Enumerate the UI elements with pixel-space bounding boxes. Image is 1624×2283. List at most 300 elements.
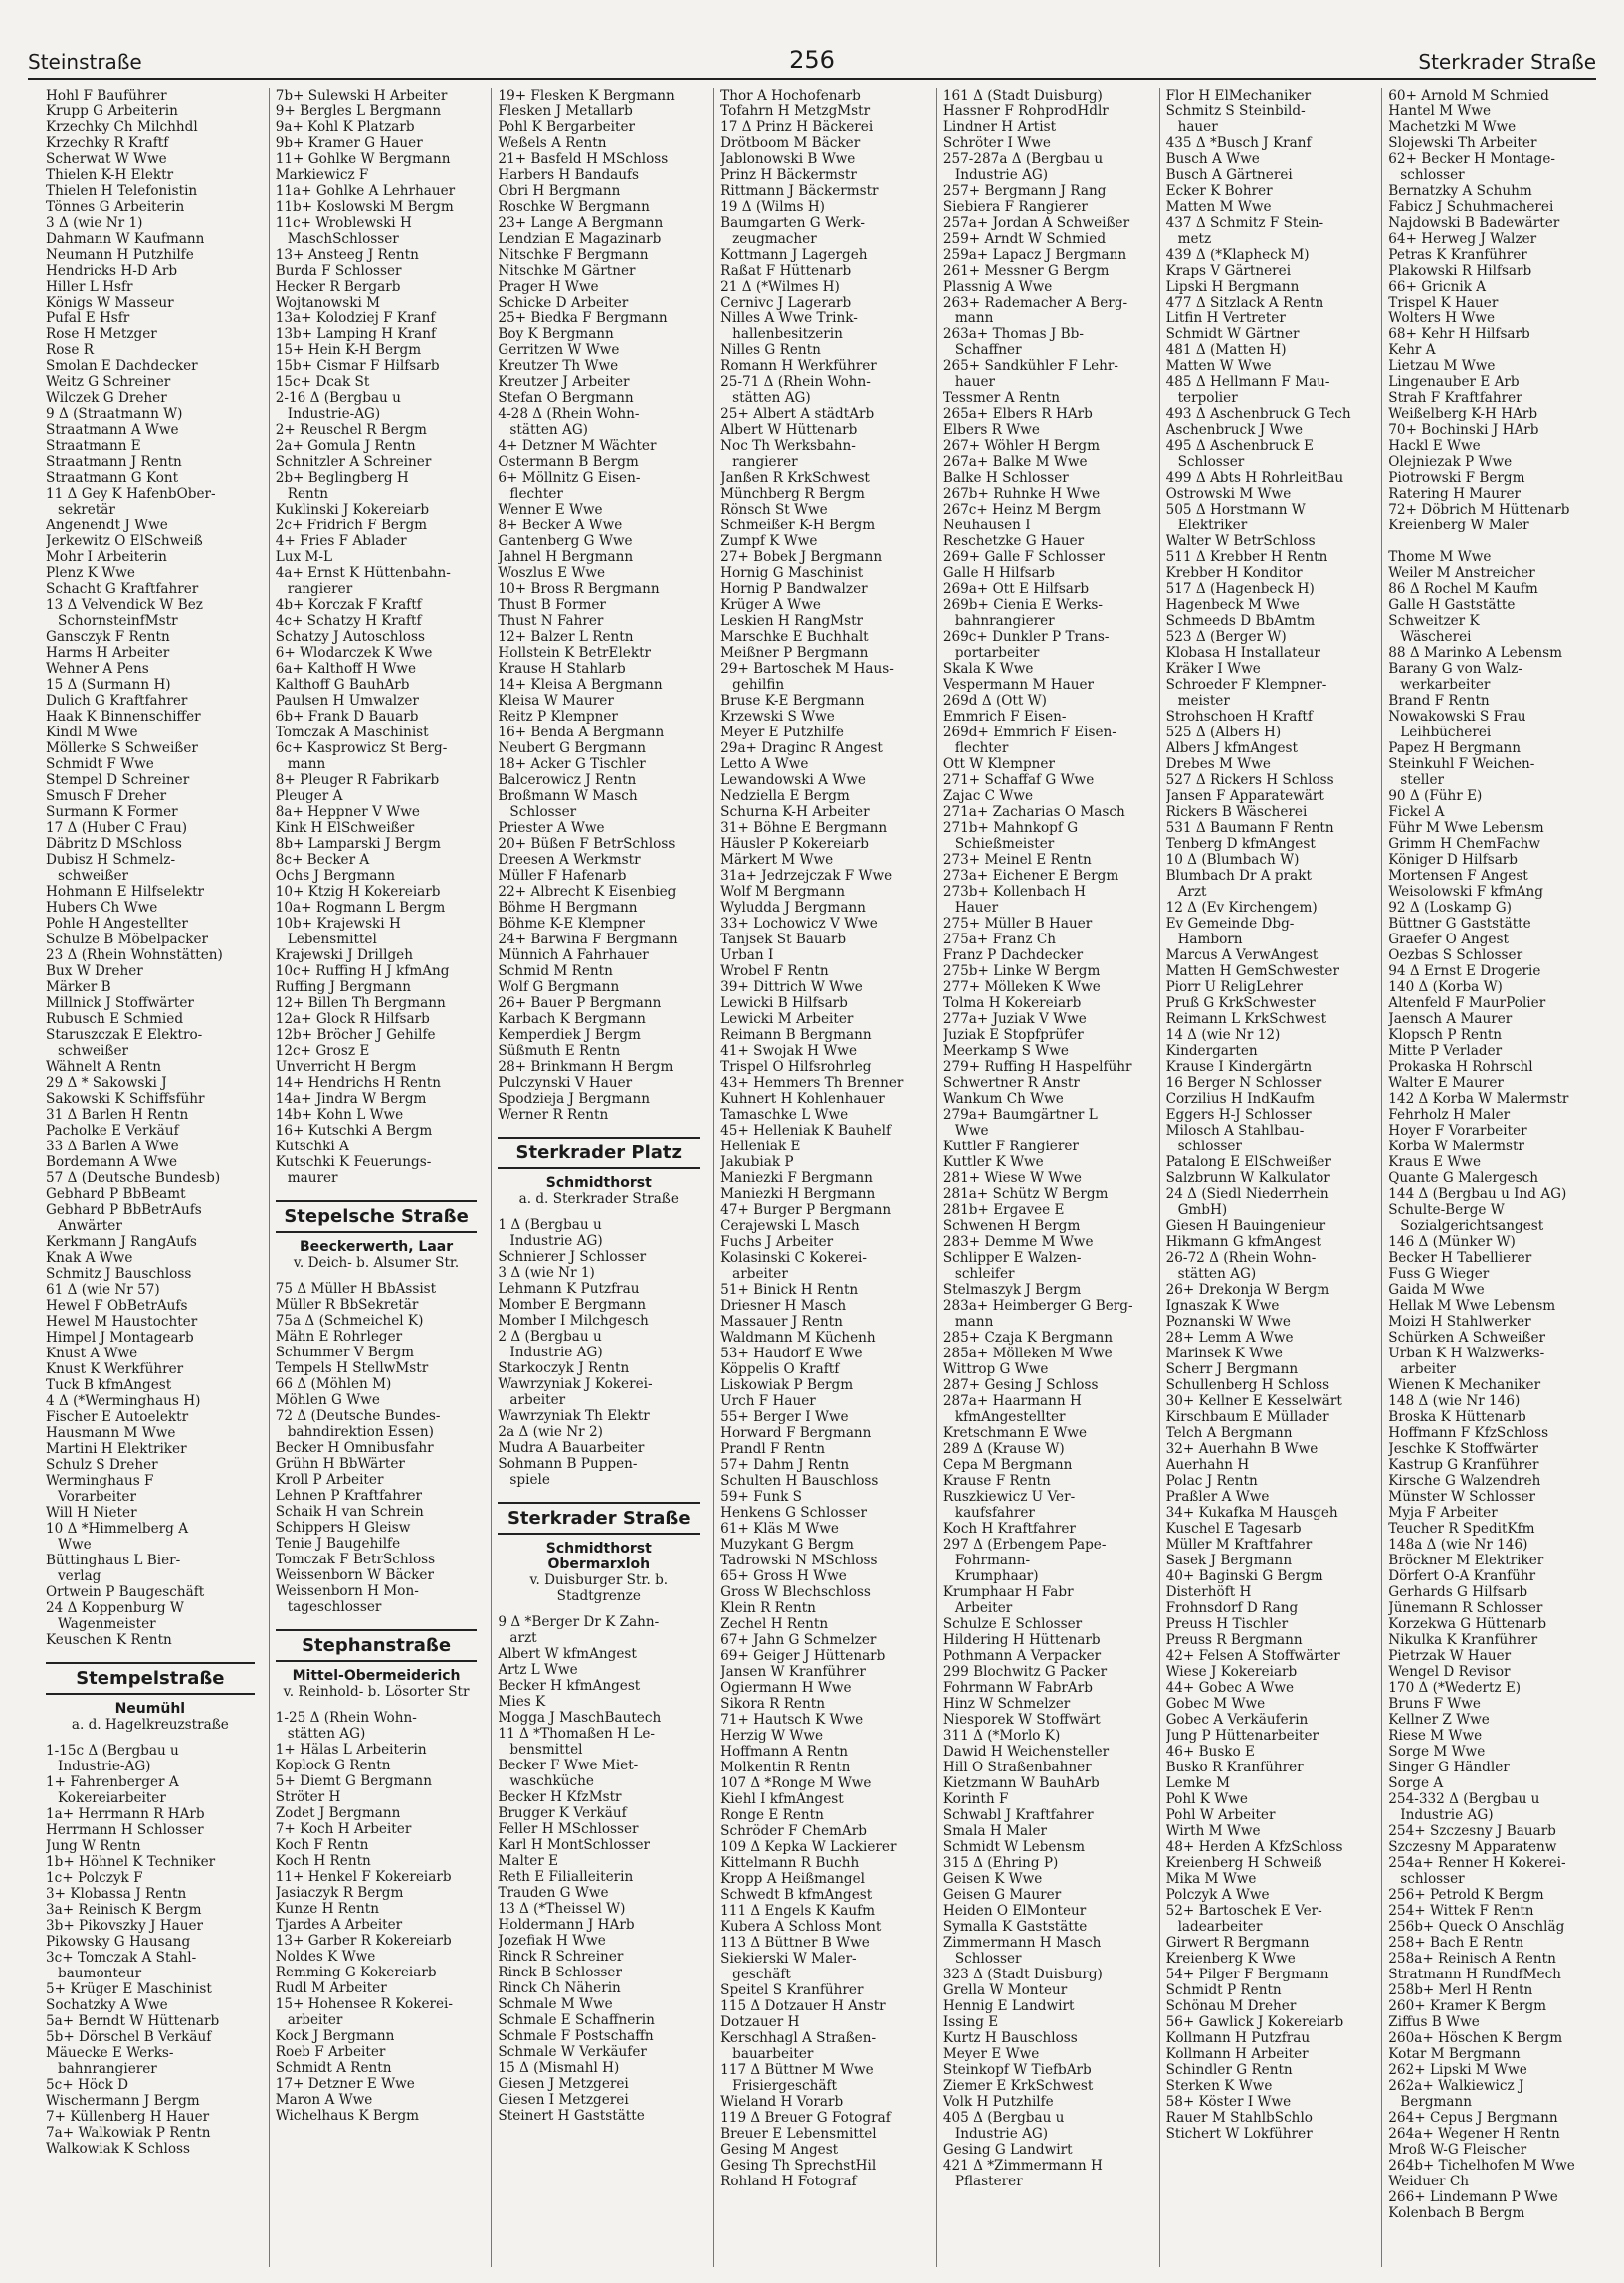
resident-entry: Teucher R SpeditKfm (1388, 1521, 1535, 1537)
resident-entry: Walter E Maurer (1388, 1075, 1504, 1091)
resident-entry: Marinsek K Wwe (1165, 1346, 1283, 1361)
resident-entry: 525 Δ (Albers H) (1165, 725, 1282, 740)
resident-entry: Gobec M Wwe (1165, 1696, 1266, 1712)
resident-entry: 20+ Büßen F BetrSchloss (498, 836, 676, 852)
resident-entry: 3a+ Reinisch K Bergm (46, 1902, 202, 1918)
resident-entry: Müller F Hafenarb (498, 868, 627, 884)
resident-entry: Rönsch St Wwe (720, 502, 828, 518)
resident-entry: 260+ Kramer K Bergm (1388, 1998, 1547, 2014)
resident-entry: Korba W Malermstr (1388, 1139, 1524, 1154)
resident-entry: 5b+ Dörschel B Verkäuf (46, 2029, 212, 2045)
resident-entry: 299 Blochwitz G Packer (942, 1664, 1108, 1680)
entry-continuation: Wwe (58, 1537, 92, 1553)
resident-entry: 26+ Bauer P Bergmann (498, 995, 662, 1011)
entry-continuation: Bergmann (1400, 2094, 1473, 2110)
resident-entry: Krüger A Wwe (720, 597, 821, 613)
resident-entry: Schmale W Verkäufer (498, 2044, 647, 2060)
resident-entry: Hausmann M Wwe (46, 1425, 176, 1441)
resident-entry: Wawrzyniak J Kokerei- (498, 1376, 653, 1392)
resident-entry: Krause I Kindergärtn (1165, 1059, 1313, 1075)
resident-entry: Kindl M Wwe (46, 725, 138, 740)
resident-entry: Cerajewski L Masch (720, 1218, 860, 1234)
street-range: v. Deich- b. Alsumer Str. (293, 1255, 460, 1271)
resident-entry: Cernivc J Lagerarb (720, 295, 852, 311)
resident-entry: 2a Δ (wie Nr 2) (498, 1424, 603, 1440)
district-name: Schmidthorst Obermarxloh (545, 1541, 652, 1572)
resident-entry: Gerhards G Hilfsarb (1388, 1584, 1528, 1600)
resident-entry: Wilczek G Dreher (46, 390, 167, 406)
resident-entry: Rinck R Schreiner (498, 1949, 624, 1965)
resident-entry: 31 Δ Barlen H Rentn (46, 1107, 189, 1123)
resident-entry: Trispel K Hauer (1388, 295, 1499, 311)
resident-entry: 495 Δ Aschenbruck E (1165, 438, 1314, 454)
resident-entry: Hollstein K BetrElektr (498, 645, 652, 661)
resident-entry: 8+ Becker A Wwe (498, 518, 623, 533)
resident-entry: Baumgarten G Werk- (720, 215, 865, 231)
resident-entry: Busch A Wwe (1165, 151, 1260, 167)
resident-entry: Steinkopf W TiefbArb (942, 2062, 1092, 2078)
resident-entry: 19 Δ (Wilms H) (720, 199, 825, 215)
resident-entry: Gesing M Angest (720, 2142, 839, 2158)
resident-entry: Kemperdiek J Bergm (498, 1027, 641, 1043)
resident-entry: Nedziella E Bergm (720, 788, 850, 804)
entry-continuation: spiele (509, 1472, 550, 1488)
resident-entry: Koch H Rentn (275, 1853, 371, 1869)
resident-entry: Schmale F Postschaffn (498, 2028, 654, 2044)
resident-entry: Pleuger A (275, 788, 343, 804)
resident-entry: Petras K Kranführer (1388, 247, 1527, 263)
resident-entry: 4+ Detzner M Wächter (498, 438, 657, 454)
resident-entry: Sasek J Bergmann (1165, 1553, 1293, 1568)
resident-entry: Hoffmann F KfzSchloss (1388, 1425, 1549, 1441)
resident-entry: Schmeißer K-H Bergm (720, 518, 876, 533)
entry-continuation: Schießmeister (954, 836, 1055, 852)
resident-entry: Gerritzen W Wwe (498, 342, 620, 358)
resident-entry: 15 Δ (Mismahl H) (498, 2060, 620, 2076)
resident-entry: Mogga J MaschBautech (498, 1710, 662, 1726)
resident-entry: Lehnen P Kraftfahrer (275, 1488, 423, 1504)
resident-entry: 281b+ Ergavee E (942, 1202, 1065, 1218)
resident-entry: Wirth M Wwe (1165, 1823, 1261, 1839)
resident-entry: 170 Δ (*Wedertz E) (1388, 1680, 1522, 1696)
resident-entry: 7+ Küllenberg H Hauer (46, 2109, 210, 2125)
resident-entry: 257-287a Δ (Bergbau u (942, 151, 1104, 167)
resident-entry: 12b+ Bröcher J Gehilfe (275, 1027, 436, 1043)
entry-continuation: Industrie AG) (954, 2126, 1049, 2142)
resident-entry: 45+ Helleniak K Bauhelf (720, 1123, 892, 1139)
resident-entry: Hubers Ch Wwe (46, 900, 158, 916)
resident-entry: Wittrop G Wwe (942, 1361, 1049, 1377)
resident-entry: 275b+ Linke W Bergm (942, 963, 1101, 979)
resident-entry: Tomczak A Maschinist (275, 725, 429, 740)
street-section (498, 1137, 700, 1207)
resident-entry: 1+ Fahrenberger A (46, 1774, 179, 1790)
resident-entry: 5+ Diemt G Bergmann (275, 1773, 432, 1789)
resident-entry: 72 Δ (Deutsche Bundes- (275, 1408, 441, 1424)
resident-entry: Thust B Former (498, 597, 606, 613)
resident-entry: Schmidt A Rentn (275, 2060, 392, 2076)
resident-entry: 9 Δ *Berger Dr K Zahn- (498, 1614, 660, 1630)
page-number: 256 (789, 46, 835, 74)
resident-entry: Krzechky Ch Milchhdl (46, 119, 198, 135)
entry-continuation: Schlosser (954, 1951, 1022, 1967)
resident-entry: 283+ Demme M Wwe (942, 1234, 1094, 1250)
directory-column-4 (713, 88, 922, 2267)
resident-entry: 4 Δ (*Werminghaus H) (46, 1393, 201, 1409)
entry-continuation: schleifer (954, 1266, 1015, 1282)
resident-entry: 59+ Funk S (720, 1489, 802, 1505)
resident-entry: 435 Δ *Busch J Kranf (1165, 135, 1312, 151)
resident-entry: 41+ Swojak H Wwe (720, 1043, 857, 1059)
resident-entry: 17 Δ (Huber C Frau) (46, 820, 188, 836)
resident-entry: 117 Δ Büttner M Wwe (720, 2062, 874, 2078)
resident-entry: Ströter H (275, 1789, 341, 1805)
resident-entry: Kraus E Wwe (1388, 1154, 1481, 1170)
entry-continuation: hauer (1177, 119, 1218, 135)
resident-entry: Däbritz D MSchloss (46, 836, 182, 852)
resident-entry: Schmale M Wwe (498, 1996, 613, 2012)
resident-entry: 22+ Albrecht K Eisenbieg (498, 884, 677, 900)
resident-entry: Kunze H Rentn (275, 1901, 380, 1917)
resident-entry: 13 Δ (*Theissel W) (498, 1901, 626, 1917)
resident-entry: 264b+ Tichelhofen M Wwe (1388, 2158, 1575, 2174)
resident-entry: 3c+ Tomczak A Stahl- (46, 1950, 197, 1966)
resident-entry: Grimm H ChemFachw (1388, 836, 1540, 852)
resident-entry: Kock J Bergmann (275, 2028, 395, 2044)
resident-entry: Hoyer F Vorarbeiter (1388, 1123, 1527, 1139)
entry-continuation: Rentn (287, 486, 328, 502)
resident-entry: 148 Δ (wie Nr 146) (1388, 1393, 1521, 1409)
resident-entry: Schmidt F Wwe (46, 756, 154, 772)
resident-entry: Schulze E Schlosser (942, 1616, 1083, 1632)
resident-entry: Dahmann W Kaufmann (46, 231, 205, 247)
resident-entry: Knust K Werkführer (46, 1361, 184, 1377)
resident-entry: Reschetzke G Hauer (942, 533, 1085, 549)
resident-entry: Milosch A Stahlbau- (1165, 1123, 1305, 1139)
resident-entry: Ziffus B Wwe (1388, 2014, 1480, 2030)
resident-entry: Matten W Wwe (1165, 358, 1272, 374)
resident-entry: Jahnel H Bergmann (498, 549, 634, 565)
resident-entry: 11 Δ *Thomaßen H Le- (498, 1726, 656, 1742)
resident-entry: Telch A Bergmann (1165, 1425, 1293, 1441)
resident-entry: Zajac C Wwe (942, 788, 1034, 804)
directory-column-3 (491, 88, 700, 2267)
resident-entry: Thor A Hochofenarb (720, 88, 861, 104)
resident-entry: Rittmann J Bäckermstr (720, 183, 879, 199)
entry-continuation: werkarbeiter (1400, 677, 1491, 693)
street-heading: Stepelsche Straße (276, 1200, 478, 1233)
resident-entry: Pohl K Bergarbeiter (498, 119, 636, 135)
entry-continuation: Kokereiarbeiter (58, 1790, 166, 1806)
resident-entry: 273a+ Eichener E Bergm (942, 868, 1119, 884)
resident-entry: Schindler G Rentn (1165, 2062, 1293, 2078)
resident-entry: 269+ Galle F Schlosser (942, 549, 1105, 565)
resident-entry: Münnich A Fahrhauer (498, 947, 649, 963)
resident-entry: 7a+ Walkowiak P Rentn (46, 2125, 211, 2141)
resident-entry: Ecker K Bohrer (1165, 183, 1273, 199)
resident-entry: Koplock G Rentn (275, 1758, 391, 1773)
resident-entry: Kreienberg W Maler (1388, 518, 1529, 533)
resident-entry: 23 Δ (Rhein Wohnstätten) (46, 947, 223, 963)
resident-entry: Weisolowski F kfmAng (1388, 884, 1543, 900)
resident-entry: Kreienberg H Schweiß (1165, 1855, 1322, 1871)
resident-entry: Kolenbach B Bergm (1388, 2205, 1525, 2221)
resident-entry: Stelmaszyk J Bergm (942, 1282, 1082, 1298)
resident-entry: Wolters H Wwe (1388, 311, 1495, 326)
resident-entry: Muzykant G Bergm (720, 1537, 854, 1553)
resident-entry: Mitte P Verlader (1388, 1043, 1503, 1059)
resident-entry: Steinert H Gaststätte (498, 2108, 645, 2124)
resident-entry: Pulczynski V Hauer (498, 1075, 633, 1091)
resident-entry: 161 Δ (Stadt Duisburg) (942, 88, 1103, 104)
resident-entry: Steinkuhl F Weichen- (1388, 756, 1535, 772)
resident-entry: 3 Δ (wie Nr 1) (498, 1265, 595, 1281)
resident-entry: Unverricht H Bergm (275, 1059, 417, 1075)
resident-entry: Jung W Rentn (46, 1838, 141, 1854)
resident-entry: 264+ Cepus J Bergmann (1388, 2110, 1558, 2126)
resident-entry: 109 Δ Kepka W Lackierer (720, 1839, 897, 1855)
resident-entry: 267c+ Heinz M Bergm (942, 502, 1101, 518)
district-name: Mittel-Obermeiderich (292, 1668, 461, 1684)
resident-entry: Hiller L Hsfr (46, 279, 133, 295)
resident-entry: 281+ Wiese W Wwe (942, 1170, 1082, 1186)
resident-entry: 4b+ Korczak F Kraftf (275, 597, 422, 613)
resident-entry: 13b+ Lamping H Kranf (275, 326, 436, 342)
resident-entry: Najdowski B Badewärter (1388, 215, 1560, 231)
entry-continuation: Anwärter (58, 1218, 122, 1234)
resident-entry: Ziemer E KrkSchwest (942, 2078, 1094, 2094)
resident-entry: Mohr I Arbeiterin (46, 549, 167, 565)
resident-entry: Patalong E ElSchweißer (1165, 1154, 1331, 1170)
resident-entry: Janßen R KrkSchwest (720, 470, 870, 486)
resident-entry: Matten H GemSchwester (1165, 963, 1339, 979)
resident-entry: Krzechky R Kraftf (46, 135, 169, 151)
resident-entry: Karl H MontSchlosser (498, 1837, 651, 1853)
resident-entry: Piotrowski F Bergm (1388, 470, 1525, 486)
resident-entry: Becker H KfzMstr (498, 1789, 622, 1805)
resident-entry: 2-16 Δ (Bergbau u (275, 390, 401, 406)
entry-continuation: Leihbücherei (1400, 725, 1492, 740)
resident-entry: Harbers H Bandaufs (498, 167, 640, 183)
resident-entry: 267b+ Ruhnke H Wwe (942, 486, 1101, 502)
resident-entry: Pruß G KrkSchwester (1165, 995, 1316, 1011)
resident-entry: Schnierer J Schlosser (498, 1249, 647, 1265)
resident-entry: 1-25 Δ (Rhein Wohn- (275, 1710, 417, 1726)
resident-entry: Weiduer Ch (1388, 2174, 1470, 2189)
resident-entry: Holdermann J HArb (498, 1917, 635, 1933)
resident-entry: Sochatzky A Wwe (46, 1997, 168, 2013)
resident-entry: Märker B (46, 979, 111, 995)
resident-entry: Hinz W Schmelzer (942, 1696, 1071, 1712)
resident-entry: Hildering H Hüttenarb (942, 1632, 1101, 1648)
resident-entry: Scherwat W Wwe (46, 151, 167, 167)
resident-entry: Ogiermann H Wwe (720, 1680, 852, 1696)
resident-entry: Preuss R Bergmann (1165, 1632, 1303, 1648)
resident-entry: Schmale E Schaffnerin (498, 2012, 655, 2028)
entry-continuation: kfmAngestellter (954, 1409, 1066, 1425)
resident-entry: Kuttler K Wwe (942, 1154, 1044, 1170)
resident-entry: 499 Δ Abts H RohrleitBau (1165, 470, 1344, 486)
resident-entry: Eggers H-J Schlosser (1165, 1107, 1312, 1123)
resident-entry: Polac J Rentn (1165, 1473, 1258, 1489)
resident-entry: Kollmann H Putzfrau (1165, 2030, 1311, 2046)
resident-entry: Hornig G Maschinist (720, 565, 864, 581)
resident-entry: 65+ Gross H Wwe (720, 1568, 847, 1584)
entry-continuation: Frisiergeschäft (732, 2078, 837, 2094)
resident-entry: Markiewicz F (275, 167, 369, 183)
resident-entry: Stempel D Schreiner (46, 772, 190, 788)
resident-entry: 4+ Fries F Ablader (275, 533, 407, 549)
resident-entry: 14+ Kleisa A Bergmann (498, 677, 663, 693)
resident-entry: Mies K (498, 1694, 546, 1710)
resident-entry: 8b+ Lamparski J Bergm (275, 836, 441, 852)
resident-entry: Boy K Bergmann (498, 326, 614, 342)
resident-entry: 254+ Szczesny J Bauarb (1388, 1823, 1556, 1839)
resident-entry: Ratering H Maurer (1388, 486, 1522, 502)
resident-entry: Dawid H Weichensteller (942, 1744, 1110, 1760)
resident-entry: Plassnig A Wwe (942, 279, 1053, 295)
resident-entry: Krupp G Arbeiterin (46, 104, 178, 119)
resident-entry: Münchberg R Bergm (720, 486, 865, 502)
resident-entry: Lietzau M Wwe (1388, 358, 1496, 374)
resident-entry: 266+ Lindemann P Wwe (1388, 2189, 1558, 2205)
resident-entry: 148a Δ (wie Nr 146) (1388, 1537, 1528, 1553)
resident-entry: 273+ Meinel E Rentn (942, 852, 1092, 868)
resident-entry: Klopsch P Rentn (1388, 1027, 1503, 1043)
resident-entry: Wiese J Kokereiarb (1165, 1664, 1298, 1680)
resident-entry: Girwert R Bergmann (1165, 1935, 1310, 1951)
resident-entry: Kraps V Gärtnerei (1165, 263, 1292, 279)
resident-entry: 11+ Henkel F Kokereiarb (275, 1869, 452, 1885)
resident-entry: Gaida M Wwe (1388, 1282, 1485, 1298)
resident-entry: 55+ Berger I Wwe (720, 1409, 849, 1425)
resident-entry: Will H Nieter (46, 1505, 137, 1521)
resident-entry: 140 Δ (Korba W) (1388, 979, 1503, 995)
resident-entry: 58+ Köster I Wwe (1165, 2094, 1292, 2110)
resident-entry: 281a+ Schütz W Bergm (942, 1186, 1109, 1202)
resident-entry: 12c+ Grosz E (275, 1043, 370, 1059)
resident-entry: 10a+ Rogmann L Bergm (275, 900, 446, 916)
resident-entry: Schulten H Bauschloss (720, 1473, 879, 1489)
resident-entry: Krajewski J Drillgeh (275, 947, 413, 963)
resident-entry: Dulich G Kraftfahrer (46, 693, 188, 709)
resident-entry: Tenie J Baugehilfe (275, 1536, 401, 1552)
resident-entry: 279+ Ruffing H Haspelführ (942, 1059, 1132, 1075)
resident-entry: Mortensen F Angest (1388, 868, 1528, 884)
resident-entry: Gross W Blechschloss (720, 1584, 871, 1600)
resident-entry: Karbach K Bergmann (498, 1011, 646, 1027)
street-heading: Sterkrader Platz (498, 1137, 700, 1169)
resident-entry: 267a+ Balke M Wwe (942, 454, 1088, 470)
resident-entry: Kretschmann E Wwe (942, 1425, 1088, 1441)
resident-entry: Maniezki F Bergmann (720, 1170, 873, 1186)
resident-entry: Strah F Kraftfahrer (1388, 390, 1522, 406)
resident-entry: 12+ Balzer L Rentn (498, 629, 634, 645)
resident-entry: Kindergarten (1165, 1043, 1258, 1059)
district-name: Neumühl (114, 1701, 186, 1717)
resident-entry: Albert W Hüttenarb (720, 422, 858, 438)
resident-entry: Balke H Schlosser (942, 470, 1069, 486)
resident-entry: Bröckner M Elektriker (1388, 1553, 1544, 1568)
resident-entry: 15 Δ (Surmann H) (46, 677, 171, 693)
resident-entry: 267+ Wöhler H Bergm (942, 438, 1101, 454)
resident-entry: Weitz G Schreiner (46, 374, 171, 390)
resident-entry: Hill O Straßenbahner (942, 1760, 1092, 1775)
resident-entry: Klein R Rentn (720, 1600, 816, 1616)
resident-entry: Schulz S Dreher (46, 1457, 158, 1473)
district-name: Schmidthorst (545, 1175, 652, 1191)
resident-entry: Büttner G Gaststätte (1388, 916, 1531, 932)
entry-continuation: arbeiter (287, 2012, 343, 2028)
resident-entry: 25+ Biedka F Bergmann (498, 311, 668, 326)
resident-entry: 72+ Döbrich M Hüttenarb (1388, 502, 1570, 518)
entry-continuation: baumonteur (58, 1966, 142, 1981)
resident-entry: Artz L Wwe (498, 1662, 578, 1678)
resident-entry: Hikmann G kfmAngest (1165, 1234, 1321, 1250)
resident-entry: Kreutzer J Arbeiter (498, 374, 630, 390)
resident-entry: Quante G Malergesch (1388, 1170, 1539, 1186)
resident-entry: Müller M Kraftfahrer (1165, 1537, 1313, 1553)
resident-entry: 262+ Lipski M Wwe (1388, 2062, 1527, 2078)
resident-entry: Gesing Th SprechstHil (720, 2158, 877, 2174)
resident-entry: Siebiera F Rangierer (942, 199, 1088, 215)
resident-entry: Ignaszak K Wwe (1165, 1298, 1280, 1314)
street-heading: Stempelstraße (46, 1662, 255, 1695)
running-head-right: Sterkrader Straße (1418, 50, 1596, 74)
resident-entry: Drebes M Wwe (1165, 756, 1271, 772)
resident-entry: 287+ Gesing J Schloss (942, 1377, 1099, 1393)
entry-continuation: Schlosser (509, 804, 577, 820)
resident-entry: Hornig P Bandwalzer (720, 581, 868, 597)
resident-entry: Kirschbaum E Müllader (1165, 1409, 1329, 1425)
resident-entry: Straatmann A Wwe (46, 422, 179, 438)
resident-entry: Noc Th Werksbahn- (720, 438, 856, 454)
resident-entry: Henkens G Schlosser (720, 1505, 868, 1521)
resident-entry: Rickers B Wäscherei (1165, 804, 1308, 820)
resident-entry: Pohl K Wwe (1165, 1791, 1248, 1807)
resident-entry: Jansen W Kranführer (720, 1664, 866, 1680)
resident-entry: Wähnelt A Rentn (46, 1059, 161, 1075)
resident-entry: Burda F Schlosser (275, 263, 402, 279)
resident-entry: Romann H Werkführer (720, 358, 877, 374)
resident-entry: Busko R Kranführer (1165, 1760, 1304, 1775)
resident-entry: Hendricks H-D Arb (46, 263, 178, 279)
street-section (276, 1629, 478, 1700)
resident-entry: 31+ Böhne E Bergmann (720, 820, 888, 836)
resident-entry: 30+ Kellner E Kesselwärt (1165, 1393, 1342, 1409)
resident-entry: Starkoczyk J Rentn (498, 1360, 630, 1376)
resident-entry: 11a+ Gohlke A Lehrhauer (275, 183, 456, 199)
entry-continuation: hauer (954, 374, 996, 390)
entry-continuation: Arzt (1177, 884, 1207, 900)
resident-entry: 75a Δ (Schmeichel K) (275, 1313, 424, 1329)
resident-entry: Vespermann M Hauer (942, 677, 1095, 693)
resident-entry: Klobasa H Installateur (1165, 645, 1320, 661)
entry-continuation: terpolier (1177, 390, 1238, 406)
resident-entry: Albert W kfmAngest (498, 1646, 637, 1662)
resident-entry: Jerkewitz O ElSchweiß (46, 533, 203, 549)
resident-entry: Reimann B Bergmann (720, 1027, 872, 1043)
running-head (28, 44, 1596, 80)
resident-entry: Müller R BbSekretär (275, 1297, 419, 1313)
resident-entry: Trauden G Wwe (498, 1885, 609, 1901)
resident-entry: Nowakowski S Frau (1388, 709, 1526, 725)
resident-entry: Speitel S Kranführer (720, 1982, 864, 1998)
resident-entry: Ochs J Bergmann (275, 868, 396, 884)
resident-entry: 1+ Hälas L Arbeiterin (275, 1742, 427, 1758)
resident-entry: Wichelhaus K Bergm (275, 2108, 420, 2124)
resident-entry: 2a+ Gomula J Rentn (275, 438, 416, 454)
